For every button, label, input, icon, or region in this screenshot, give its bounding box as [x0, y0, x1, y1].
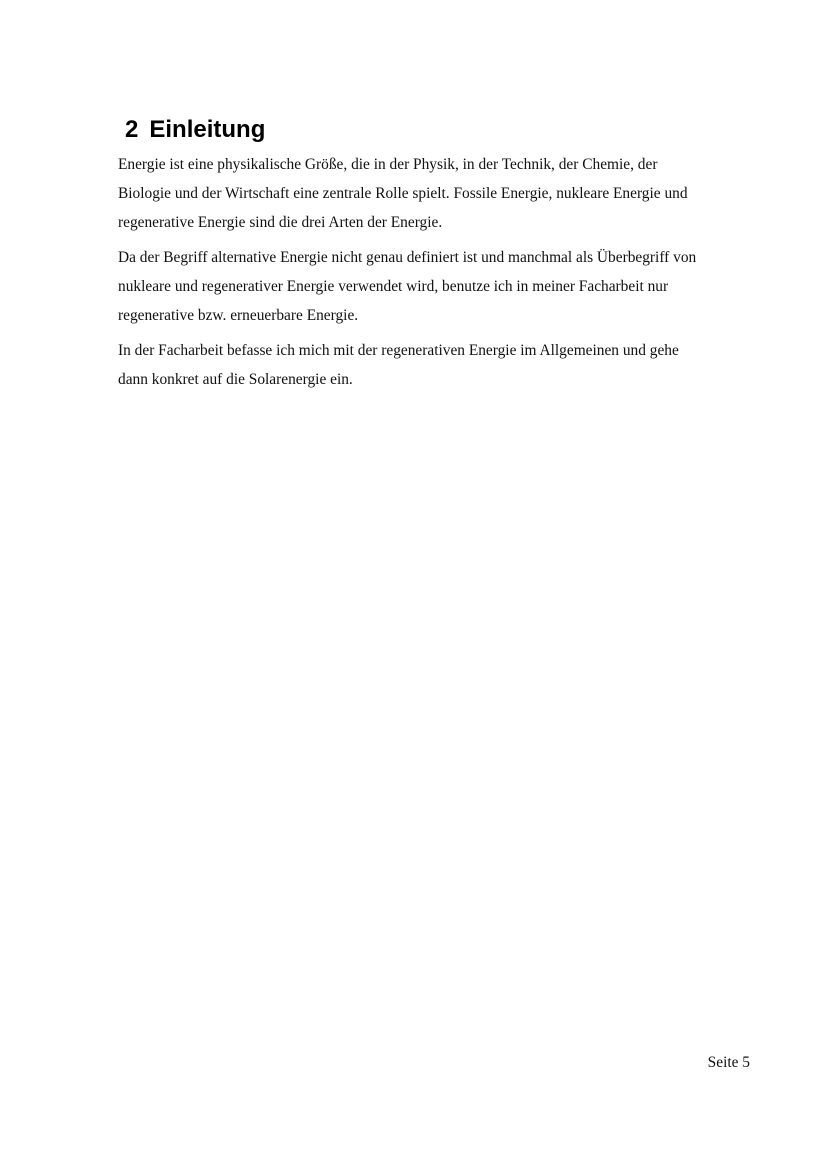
section-number: 2	[125, 116, 139, 143]
text-line: Biologie und der Wirtschaft eine zentrale Rolle spielt. Fossile Energie, nukleare Energie und	[118, 185, 688, 202]
text-line: Da der Begriff alternative Energie nicht genau definiert ist und manchmal als Überbegriff von	[118, 249, 697, 266]
section-heading	[125, 113, 265, 147]
section-title: Einleitung	[149, 116, 266, 143]
body-text	[118, 150, 758, 400]
paragraph-2	[118, 243, 758, 330]
text-line: regenerative bzw. erneuerbare Energie.	[118, 307, 359, 324]
text-line: nukleare und regenerativer Energie verwendet wird, benutze ich in meiner Facharbeit nur	[118, 278, 669, 295]
text-line: In der Facharbeit befasse ich mich mit der regenerativen Energie im Allgemeinen und gehe	[118, 342, 679, 359]
page-number: Seite 5	[707, 1054, 750, 1071]
text-line: Energie ist eine physikalische Größe, die in der Physik, in der Technik, der Chemie, der	[118, 156, 658, 173]
text-line: regenerative Energie sind die drei Arten der Energie.	[118, 214, 443, 231]
text-line: dann konkret auf die Solarenergie ein.	[118, 371, 353, 388]
paragraph-3	[118, 336, 758, 394]
paragraph-1	[118, 150, 758, 237]
